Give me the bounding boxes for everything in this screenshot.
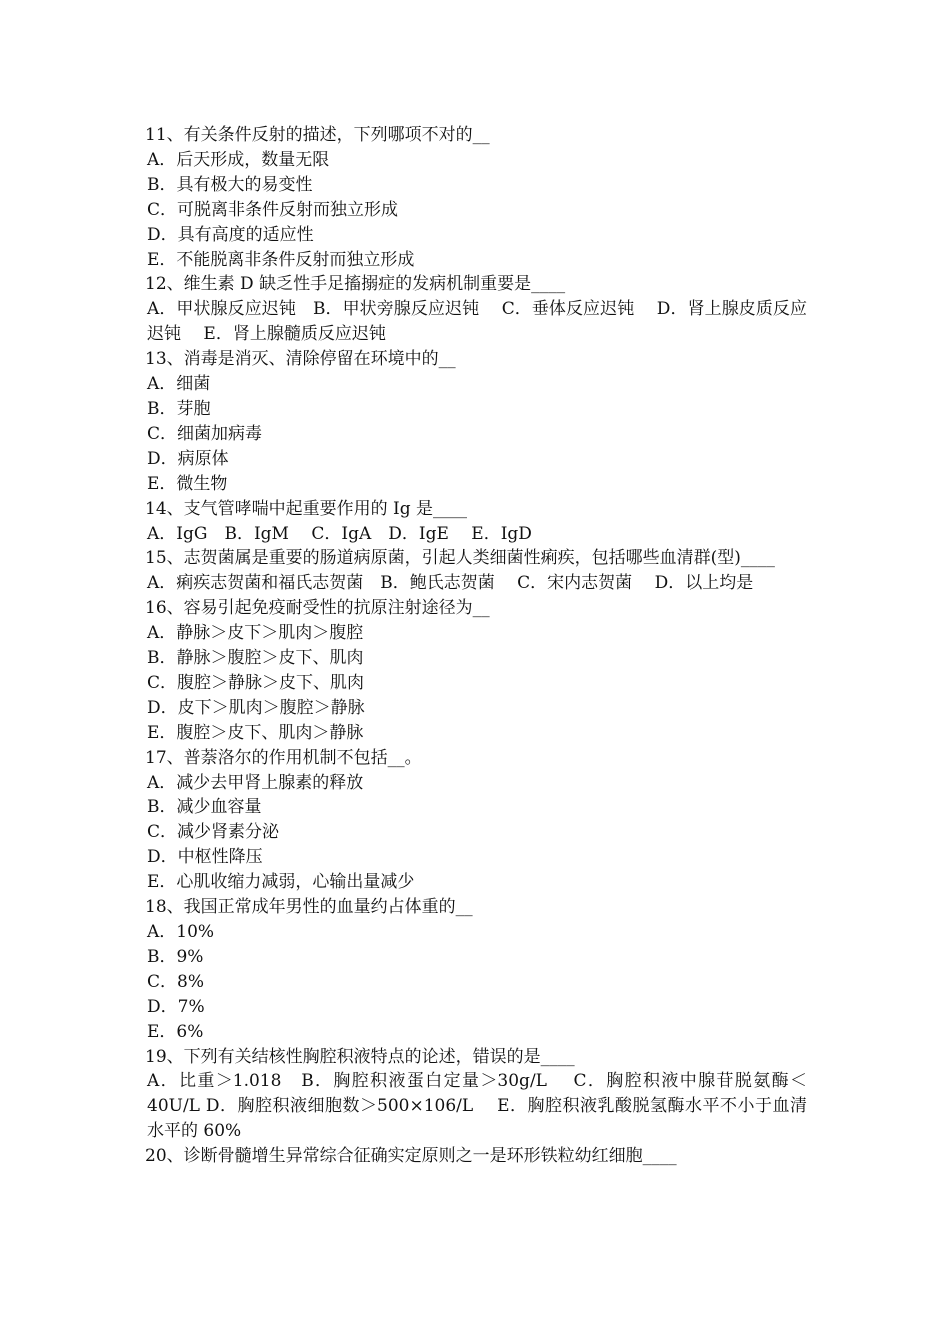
- answer-option: A．痢疾志贺菌和福氏志贺菌 B．鲍氏志贺菌 C．宋内志贺菌 D．以上均是: [147, 573, 754, 594]
- answer-option: E．微生物: [147, 473, 228, 494]
- answer-option: B．减少血容量: [147, 797, 262, 818]
- answer-option: A．10%: [147, 922, 215, 942]
- question-stem: 15、志贺菌属是重要的肠道病原菌，引起人类细菌性痢疾，包括哪些血清群(型)____: [145, 548, 775, 569]
- answer-option: E．6%: [147, 1021, 204, 1042]
- answer-option: C．8%: [147, 971, 204, 992]
- answer-option: A．细菌: [147, 374, 211, 395]
- answer-option: C．减少肾素分泌: [147, 822, 280, 843]
- answer-option: D．具有高度的适应性: [147, 224, 314, 245]
- question-stem: 11、有关条件反射的描述，下列哪项不对的__: [145, 125, 490, 145]
- question-stem: 14、支气管哮喘中起重要作用的 Ig 是____: [145, 498, 468, 519]
- question-stem: 16、容易引起免疫耐受性的抗原注射途径为__: [145, 598, 490, 619]
- answer-option: D．7%: [147, 996, 205, 1017]
- answer-option: B．静脉＞腹腔＞皮下、肌肉: [147, 648, 364, 669]
- question-stem: 20、诊断骨髓增生异常综合征确实定原则之一是环形铁粒幼红细胞____: [145, 1146, 677, 1167]
- answer-option: A．IgG B．IgM C．IgA D．IgE E．IgD: [147, 523, 532, 544]
- question-stem: 13、消毒是消灭、清除停留在环境中的__: [145, 349, 456, 370]
- question-list: [145, 123, 807, 1169]
- answer-option: B．芽胞: [147, 398, 211, 419]
- answer-option: E．腹腔＞皮下、肌肉＞静脉: [147, 722, 364, 743]
- answer-option: C．腹腔＞静脉＞皮下、肌肉: [147, 672, 365, 693]
- answer-option: B．9%: [147, 946, 204, 967]
- answer-option: E．不能脱离非条件反射而独立形成: [147, 249, 415, 270]
- answer-option: A．后天形成，数量无限: [147, 149, 330, 170]
- answer-option: A．比重＞1.018 B．胸腔积液蛋白定量＞30g/L C．胸腔积液中腺苷脱氨酶＜40U/L D．胸腔积液细胞数＞500×106/L E．胸腔积液乳酸脱氢酶水平不小于血清水平的 60%: [147, 1071, 807, 1142]
- answer-option: C．细菌加病毒: [147, 423, 263, 444]
- answer-option: A．甲状腺反应迟钝 B．甲状旁腺反应迟钝 C．垂体反应迟钝 D．肾上腺皮质反应迟钝 E．肾上腺髓质反应迟钝: [147, 299, 807, 345]
- answer-option: A．减少去甲肾上腺素的释放: [147, 772, 364, 793]
- answer-option: D．中枢性降压: [147, 847, 263, 868]
- answer-option: D．病原体: [147, 448, 229, 469]
- question-stem: 18、我国正常成年男性的血量约占体重的__: [145, 897, 473, 918]
- question-stem: 19、下列有关结核性胸腔积液特点的论述，错误的是____: [145, 1046, 575, 1067]
- answer-option: A．静脉＞皮下＞肌肉＞腹腔: [147, 623, 364, 644]
- answer-option: C．可脱离非条件反射而独立形成: [147, 199, 399, 220]
- question-stem: 12、维生素 D 缺乏性手足搐搦症的发病机制重要是____: [145, 274, 566, 295]
- question-stem: 17、普萘洛尔的作用机制不包括__。: [145, 747, 422, 768]
- answer-option: E．心肌收缩力减弱，心输出量减少: [147, 872, 415, 893]
- answer-option: D．皮下＞肌肉＞腹腔＞静脉: [147, 697, 365, 718]
- answer-option: B．具有极大的易变性: [147, 174, 313, 195]
